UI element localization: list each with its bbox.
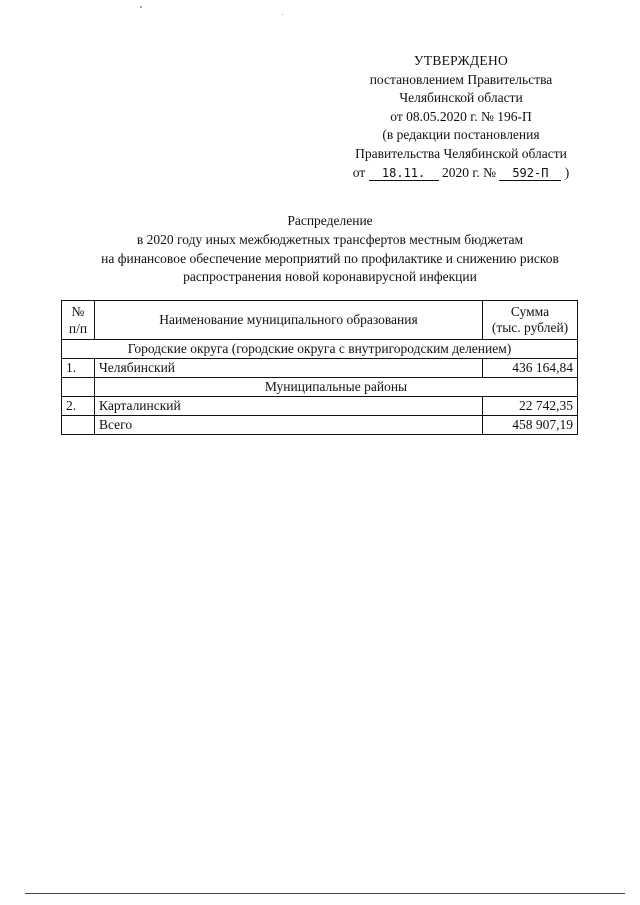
section-municipal-districts: Муниципальные районы — [95, 378, 578, 397]
row-num: 2. — [62, 397, 95, 416]
header-num-line-2: п/п — [68, 321, 88, 336]
approval-block — [330, 52, 592, 182]
row-sum: 436 164,84 — [483, 359, 578, 378]
document-heading — [40, 212, 620, 287]
row-name: Карталинский — [95, 397, 483, 416]
header-sum — [483, 301, 578, 340]
total-sum: 458 907,19 — [483, 416, 578, 435]
section-urban-districts: Городские округа (городские округа с внутригородским делением) — [62, 340, 578, 359]
section-row — [62, 378, 578, 397]
approval-line-3: от 08.05.2020 г. № 196-П — [390, 108, 532, 124]
approval-line-5: Правительства Челябинской области — [355, 145, 567, 161]
total-num — [62, 416, 95, 435]
scan-speck — [140, 6, 142, 8]
approval-line-1: постановлением Правительства — [369, 71, 553, 87]
total-label: Всего — [95, 416, 483, 435]
header-sum-line-2: (тыс. рублей) — [491, 320, 569, 335]
header-num — [62, 301, 95, 340]
heading-line-3: на финансовое обеспечение мероприятий по профилактике и снижению рисков — [101, 250, 559, 266]
header-sum-line-1: Сумма — [510, 304, 550, 319]
table-row — [62, 397, 578, 416]
amendment-date: 18.11. — [369, 166, 439, 181]
heading-line-2: в 2020 году иных межбюджетных трансфертов местным бюджетам — [136, 231, 524, 247]
section-row — [62, 340, 578, 359]
amendment-suffix: ) — [564, 164, 570, 180]
heading-line-1: Распределение — [287, 213, 373, 228]
total-row — [62, 416, 578, 435]
amendment-prefix: от — [352, 164, 366, 180]
scan-speck — [282, 14, 283, 15]
amendment-line — [330, 164, 592, 183]
scan-bottom-edge — [25, 893, 625, 894]
amendment-year: 2020 г. № — [441, 164, 496, 180]
row-num: 1. — [62, 359, 95, 378]
row-sum: 22 742,35 — [483, 397, 578, 416]
section-spacer — [62, 378, 95, 397]
table-header-row — [62, 301, 578, 340]
heading-line-4: распространения новой коронавирусной инфекции — [183, 269, 477, 285]
header-name: Наименование муниципального образования — [95, 301, 483, 340]
row-name: Челябинский — [95, 359, 483, 378]
table-row — [62, 359, 578, 378]
amendment-number: 592-П — [499, 166, 561, 181]
approval-line-4: (в редакции постановления — [382, 127, 540, 143]
approval-title: УТВЕРЖДЕНО — [413, 53, 509, 68]
header-num-line-1: № — [71, 304, 85, 319]
distribution-table — [61, 300, 578, 435]
approval-line-2: Челябинской области — [399, 90, 523, 106]
